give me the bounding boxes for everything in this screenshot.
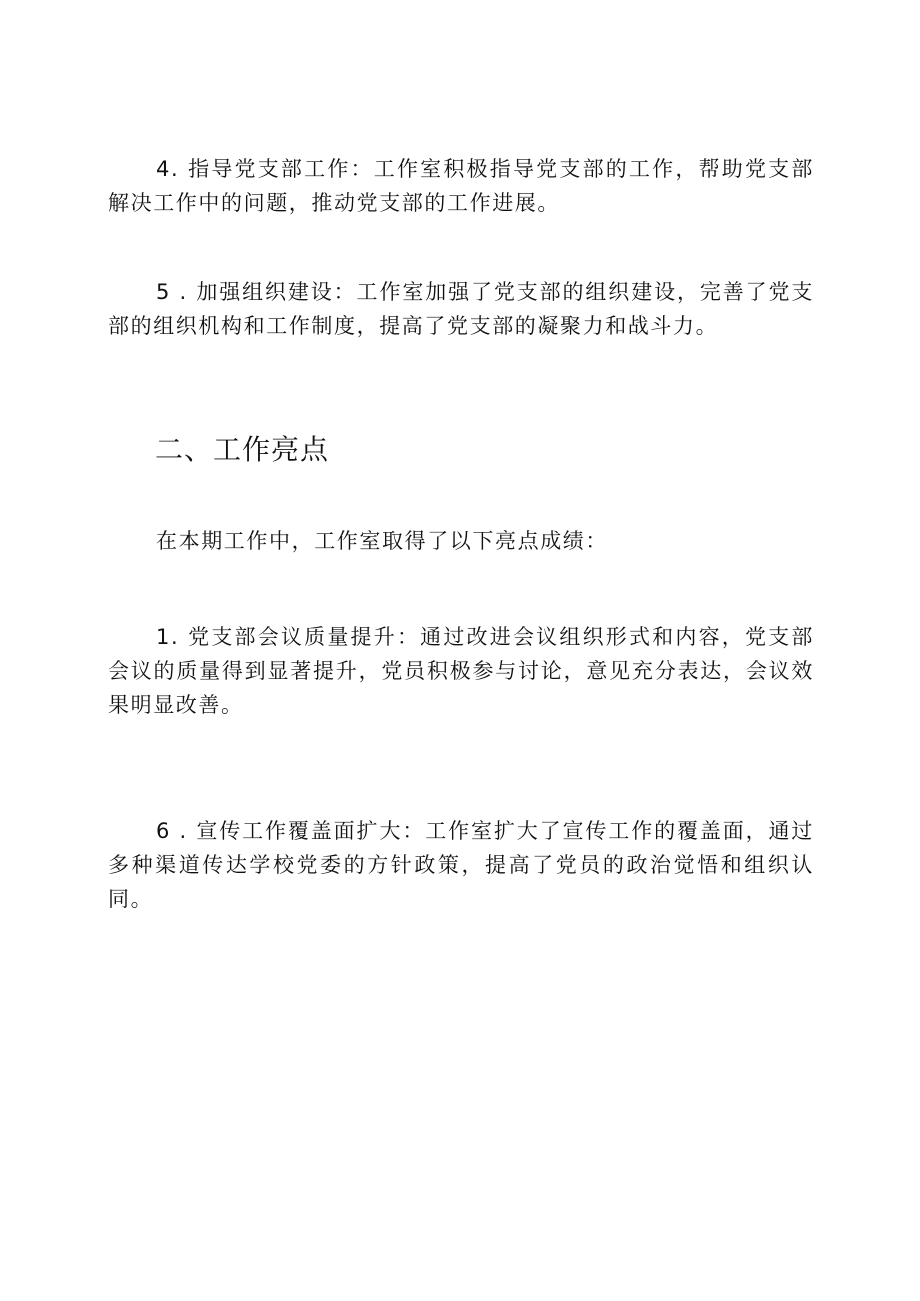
paragraph-item-5: 5 . 加强组织建设：工作室加强了党支部的组织建设，完善了党支部的组织机构和工作制度，提高了党支部的凝聚力和战斗力。 xyxy=(108,280,814,338)
section-heading: 二、工作亮点 xyxy=(155,433,330,466)
paragraph-item-6: 6 . 宣传工作覆盖面扩大：工作室扩大了宣传工作的覆盖面，通过多种渠道传达学校党委的方针政策，提高了党员的政治觉悟和组织认同。 xyxy=(108,819,814,911)
paragraph-item-4: 4. 指导党支部工作：工作室积极指导党支部的工作，帮助党支部解决工作中的问题，推动党支部的工作进展。 xyxy=(108,157,814,215)
paragraph-item-1: 1. 党支部会议质量提升：通过改进会议组织形式和内容，党支部会议的质量得到显著提升，党员积极参与讨论，意见充分表达，会议效果明显改善。 xyxy=(108,625,814,717)
section-intro: 在本期工作中，工作室取得了以下亮点成绩： xyxy=(156,529,608,553)
